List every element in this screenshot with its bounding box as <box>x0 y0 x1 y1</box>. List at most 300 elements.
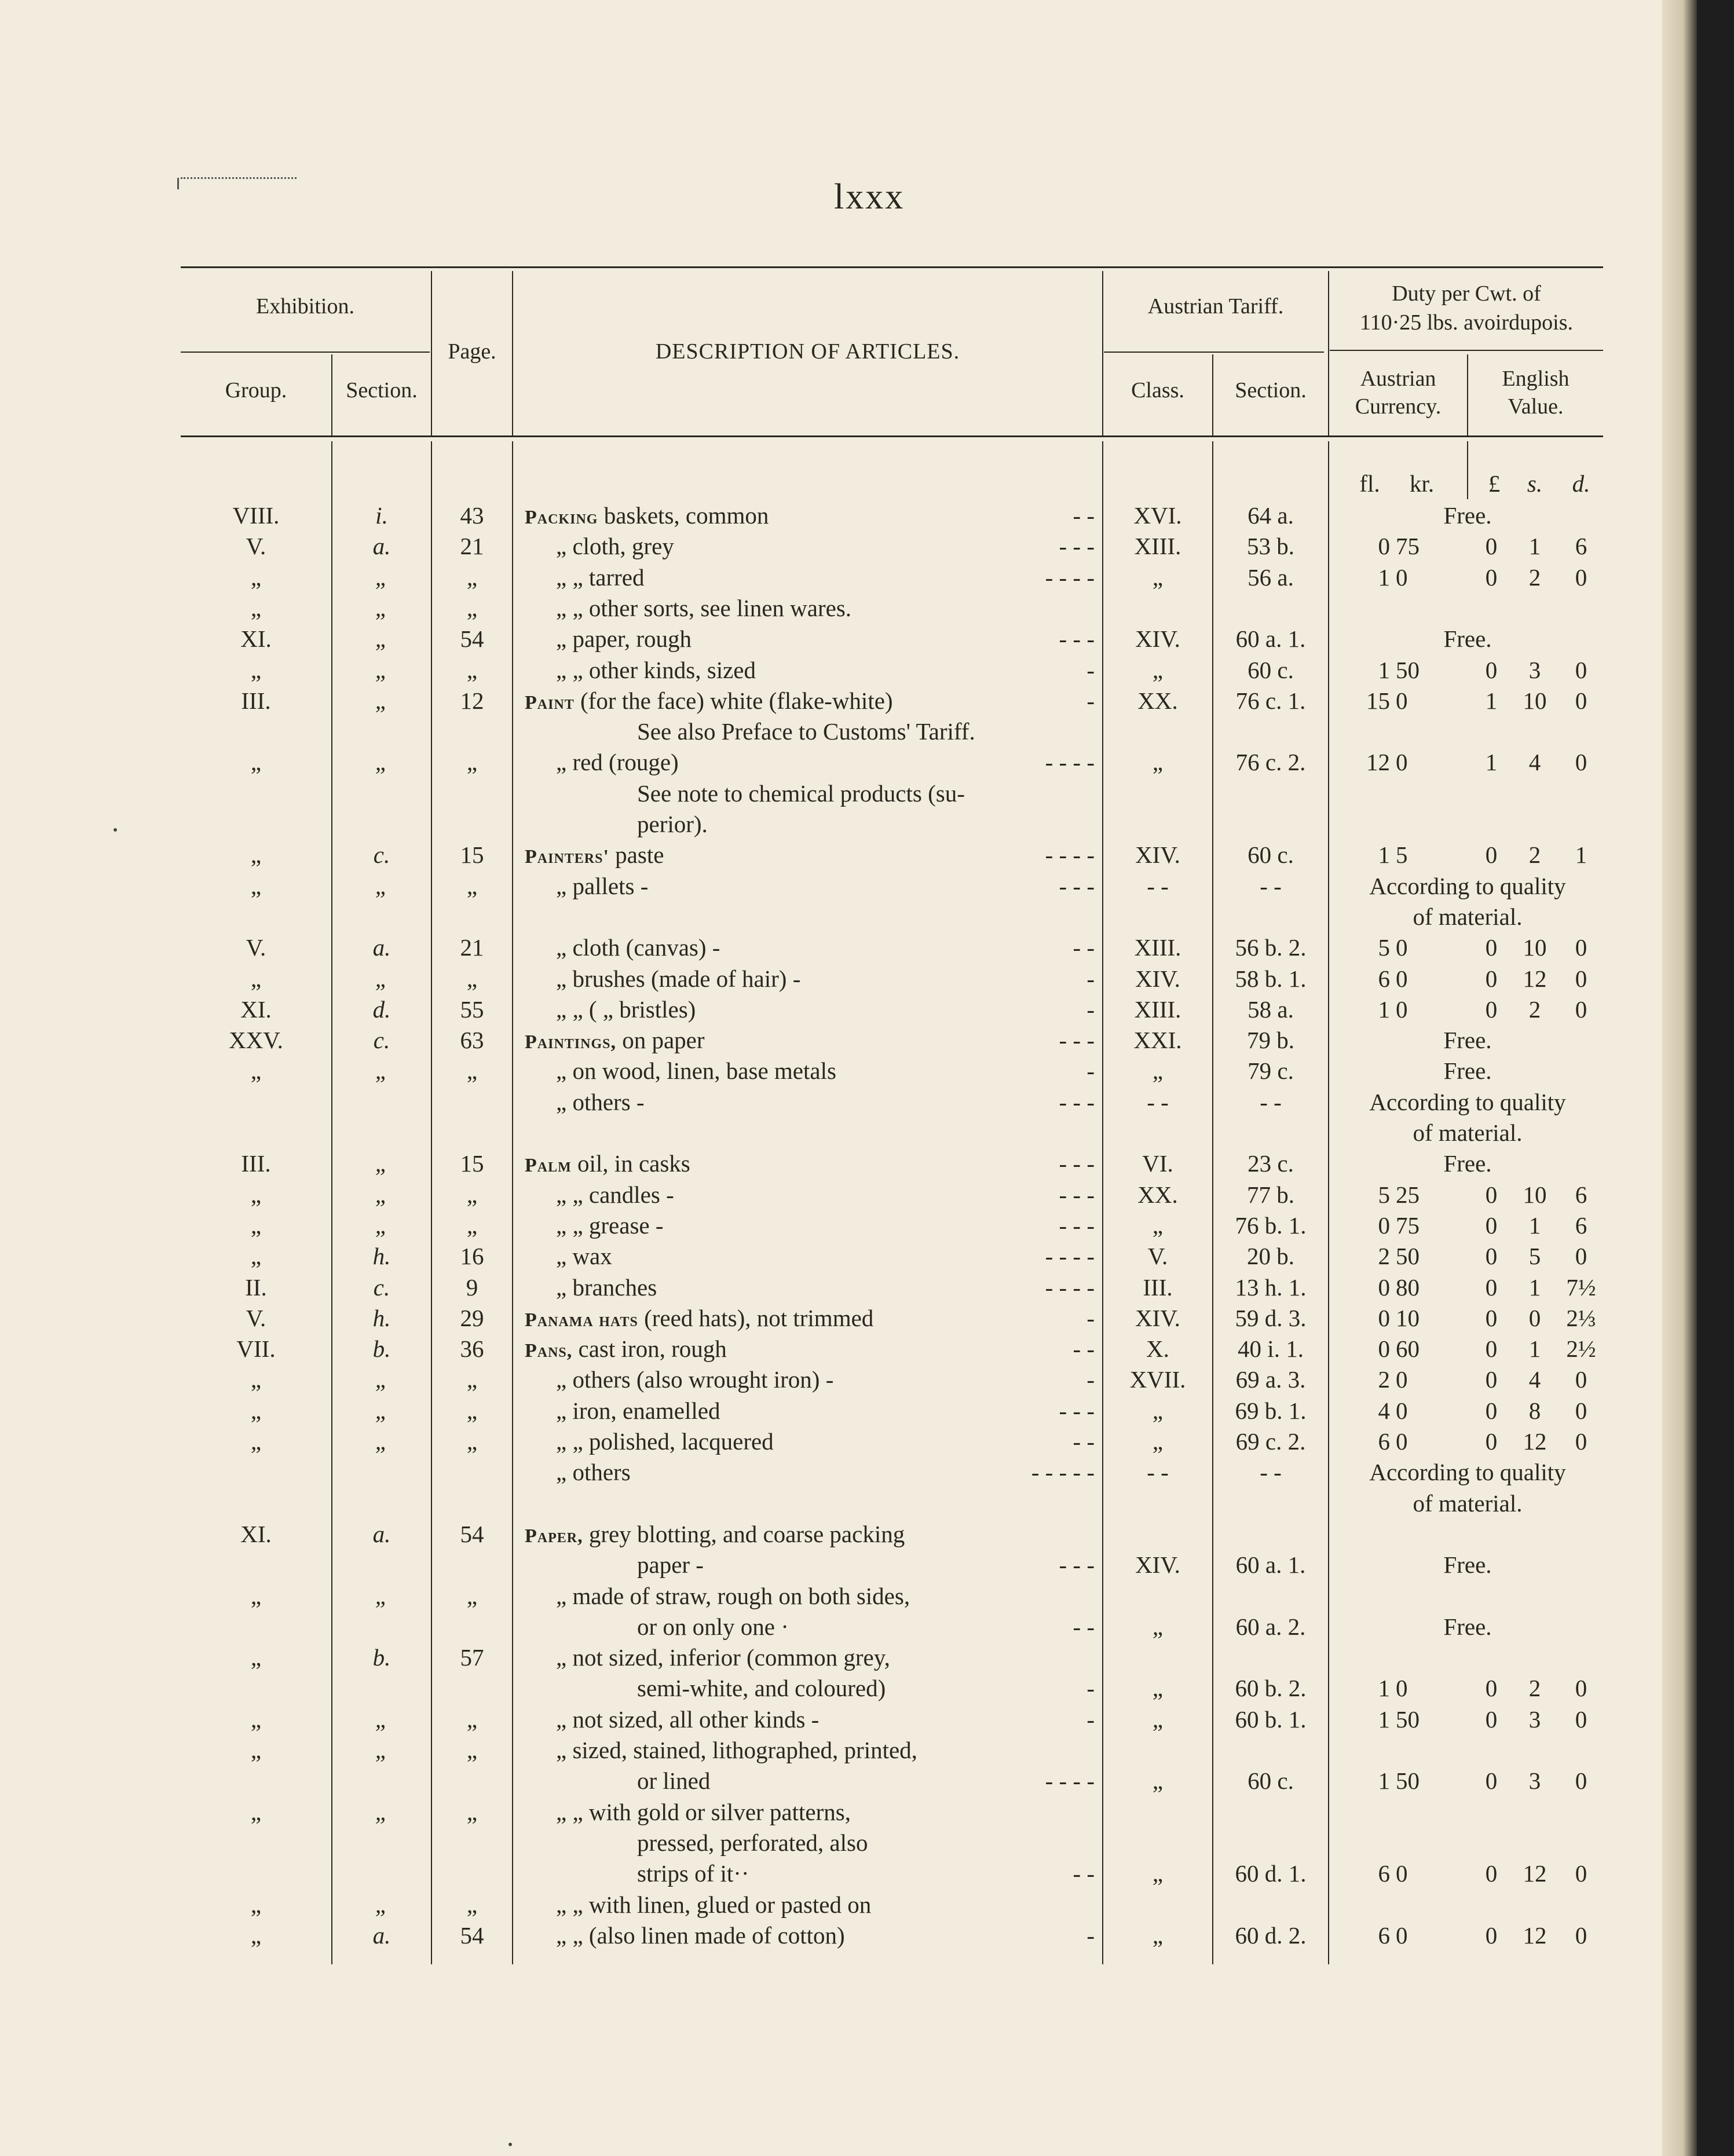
cell-fl: 4 <box>1378 1397 1390 1424</box>
col-rule <box>1102 441 1103 1964</box>
cell-s: 1 <box>1528 1212 1541 1239</box>
entry-headword: Pans, <box>525 1340 573 1361</box>
entry-text: „ „ (also linen made of cotton) <box>556 1922 845 1949</box>
cell-tsec: 76 b. 1. <box>1235 1212 1307 1239</box>
cell-fl: 1 <box>1378 841 1390 868</box>
cell-tsec: - - <box>1260 873 1282 899</box>
cell-page: „ <box>466 1737 478 1763</box>
cell-d: 1 <box>1575 841 1587 868</box>
cell-l: 0 <box>1485 1397 1498 1424</box>
cell-description <box>525 1028 705 1052</box>
cell-tsec: 58 a. <box>1248 996 1294 1023</box>
cell-page: 54 <box>460 1922 484 1949</box>
entry-text: See also Preface to Customs' Tariff. <box>637 718 975 745</box>
cell-d: 0 <box>1575 657 1587 683</box>
entry-text: strips of it·· <box>637 1860 749 1887</box>
cell-tsec: 56 a. <box>1248 564 1294 591</box>
cell-section: a. <box>372 1922 391 1949</box>
exhibition-subrule <box>181 352 430 353</box>
duty-note: Free. <box>1443 502 1492 529</box>
cell-group: „ <box>250 1243 262 1269</box>
austrian-currency-header-1: Austrian <box>1360 367 1436 391</box>
cell-cls: XX. <box>1137 1181 1178 1208</box>
col-rule <box>1328 441 1329 1964</box>
entry-text: „ made of straw, rough on both sides, <box>556 1583 910 1609</box>
cell-cls: - - <box>1147 1089 1169 1115</box>
class-header: Class. <box>1131 378 1184 402</box>
cell-kr: 0 <box>1396 1366 1408 1393</box>
cell-tsec: 76 c. 2. <box>1235 749 1306 775</box>
cell-s: 2 <box>1528 996 1541 1023</box>
unit-pound: £ <box>1488 470 1501 497</box>
entry-text: oil, in casks <box>571 1150 690 1177</box>
cell-description <box>556 998 696 1022</box>
cell-d: 0 <box>1575 1675 1587 1701</box>
entry-text: „ wax <box>556 1243 612 1269</box>
duty-note: According to quality <box>1369 1459 1566 1485</box>
cell-page: 54 <box>460 625 484 652</box>
cell-section: „ <box>375 1057 389 1084</box>
leader-dashes: - <box>1087 657 1095 683</box>
cell-section: „ <box>375 1583 389 1609</box>
entry-text: paper - <box>637 1551 704 1578</box>
cell-d: 2⅓ <box>1566 1305 1596 1331</box>
cell-s: 3 <box>1528 657 1541 683</box>
cell-page: 43 <box>460 502 484 529</box>
cell-kr: 50 <box>1396 1767 1420 1794</box>
cell-group: „ <box>250 1583 262 1609</box>
cell-fl: 1 <box>1378 1767 1390 1794</box>
duty-note: Free. <box>1443 1150 1492 1177</box>
leader-dashes: - <box>1087 1706 1095 1733</box>
cell-description <box>525 689 893 713</box>
cell-description <box>525 1306 873 1330</box>
cell-d: 0 <box>1575 749 1587 775</box>
cell-s: 4 <box>1528 1366 1541 1393</box>
entry-text: baskets, common <box>598 502 769 529</box>
cell-group: „ <box>250 1922 262 1949</box>
cell-group: „ <box>250 965 262 992</box>
cell-description <box>637 1831 868 1855</box>
cell-cls: „ <box>1152 657 1164 683</box>
cell-kr: 0 <box>1396 1397 1408 1424</box>
cell-page: 36 <box>460 1335 484 1362</box>
cell-group: „ <box>250 1644 262 1671</box>
cell-kr: 0 <box>1396 1675 1408 1701</box>
cell-l: 0 <box>1485 996 1498 1023</box>
entry-text: See note to chemical products (su- <box>637 780 965 807</box>
tariff-section-header: Section. <box>1235 378 1307 402</box>
leader-dashes: - - <box>1073 1428 1095 1455</box>
cell-description <box>637 1862 749 1886</box>
cell-kr: 75 <box>1396 533 1420 559</box>
cell-s: 12 <box>1523 1922 1547 1949</box>
cell-cls: XVII. <box>1129 1366 1186 1393</box>
cell-l: 0 <box>1485 564 1498 591</box>
cell-page: „ <box>466 564 478 591</box>
cell-group: „ <box>250 1212 262 1239</box>
cell-description <box>556 1646 890 1670</box>
cell-page: „ <box>466 1706 478 1733</box>
cell-tsec: 20 b. <box>1247 1243 1294 1269</box>
cell-tsec: 60 a. 1. <box>1235 1551 1306 1578</box>
cell-tsec: 76 c. 1. <box>1235 687 1306 714</box>
duty-note: Free. <box>1443 1551 1492 1578</box>
cell-cls: „ <box>1152 564 1164 591</box>
page-header: Page. <box>448 339 496 364</box>
cell-group: XI. <box>240 625 272 652</box>
cell-d: 7½ <box>1566 1274 1596 1301</box>
description-header: DESCRIPTION OF ARTICLES. <box>655 339 960 364</box>
duty-note: Free. <box>1443 1613 1492 1640</box>
cell-description <box>525 1337 727 1361</box>
cell-page: „ <box>466 1057 478 1084</box>
entry-text: or lined <box>637 1767 711 1794</box>
cell-description <box>525 1522 905 1546</box>
cell-d: 0 <box>1575 1706 1587 1733</box>
cell-d: 0 <box>1575 1428 1587 1455</box>
duty-subheader: 110·25 lbs. avoirdupois. <box>1359 310 1573 335</box>
cell-section: a. <box>372 1521 391 1547</box>
cell-description <box>556 1276 657 1300</box>
cell-l: 0 <box>1485 1181 1498 1208</box>
cell-tsec: 69 b. 1. <box>1235 1397 1307 1424</box>
cell-group: „ <box>250 1397 262 1424</box>
cell-group: „ <box>250 1706 262 1733</box>
english-value-header-2: Value. <box>1508 394 1564 419</box>
cell-group: „ <box>250 841 262 868</box>
cell-l: 0 <box>1485 1675 1498 1701</box>
cell-tsec: 79 c. <box>1248 1057 1294 1084</box>
cell-l: 0 <box>1485 1706 1498 1733</box>
leader-dashes: - - - <box>1059 1089 1095 1115</box>
cell-tsec: 60 a. 2. <box>1235 1613 1306 1640</box>
cell-tsec: 23 c. <box>1248 1150 1294 1177</box>
cell-tsec: 60 a. 1. <box>1235 625 1306 652</box>
unit-fl: fl. <box>1359 470 1380 497</box>
entry-text: „ pallets - <box>556 873 649 899</box>
entry-text: semi-white, and coloured) <box>637 1675 886 1701</box>
cell-l: 0 <box>1485 1274 1498 1301</box>
cell-tsec: 79 b. <box>1247 1027 1294 1053</box>
cell-page: 15 <box>460 1150 484 1177</box>
cell-section: „ <box>375 1181 389 1208</box>
cell-page: 54 <box>460 1521 484 1547</box>
cell-description <box>637 1677 886 1700</box>
cell-section: „ <box>375 1891 389 1918</box>
cell-tsec: 60 d. 2. <box>1235 1922 1307 1949</box>
cell-description <box>556 751 679 774</box>
cell-group: „ <box>250 1366 262 1393</box>
cell-fl: 2 <box>1378 1243 1390 1269</box>
cell-section: a. <box>372 533 391 559</box>
cell-cls: - - <box>1147 1459 1169 1485</box>
cell-fl: 1 <box>1378 564 1390 591</box>
leader-dashes: - - - <box>1059 873 1095 899</box>
cell-page: 29 <box>460 1305 484 1331</box>
cell-section: „ <box>375 873 389 899</box>
cell-fl: 0 <box>1378 1274 1390 1301</box>
cell-description <box>556 936 720 960</box>
entry-text: „ paper, rough <box>556 625 692 652</box>
cell-d: 0 <box>1575 1922 1587 1949</box>
cell-cls: „ <box>1152 1428 1164 1455</box>
cell-description <box>556 1460 631 1484</box>
leader-dashes: - - - <box>1059 1150 1095 1177</box>
cell-s: 8 <box>1528 1397 1541 1424</box>
cell-l: 0 <box>1485 1428 1498 1455</box>
leader-dashes: - - <box>1073 1613 1095 1640</box>
entry-headword: Paper, <box>525 1525 583 1547</box>
cell-description <box>637 1553 704 1577</box>
cell-description <box>556 658 756 682</box>
cell-kr: 0 <box>1396 1860 1408 1887</box>
cell-l: 0 <box>1485 841 1498 868</box>
cell-group: „ <box>250 1891 262 1918</box>
cell-section: c. <box>373 841 390 868</box>
cell-description <box>525 504 769 528</box>
cell-l: 0 <box>1485 1922 1498 1949</box>
cell-section: b. <box>372 1335 391 1362</box>
cell-tsec: 60 c. <box>1248 841 1294 868</box>
cell-group: XI. <box>240 1521 272 1547</box>
cell-cls: XIII. <box>1134 996 1181 1023</box>
cell-page: 57 <box>460 1644 484 1671</box>
cell-group: „ <box>250 595 262 621</box>
cell-d: 6 <box>1575 1212 1587 1239</box>
cell-fl: 6 <box>1378 1860 1390 1887</box>
cell-section: c. <box>373 1274 390 1301</box>
cell-page: 9 <box>466 1274 478 1301</box>
cell-cls: XIV. <box>1135 841 1180 868</box>
cell-description <box>637 720 975 744</box>
cell-section: „ <box>375 1428 389 1455</box>
entry-text: „ brushes (made of hair) - <box>556 965 801 992</box>
cell-tsec: 60 d. 1. <box>1235 1860 1307 1887</box>
cell-d: 0 <box>1575 934 1587 961</box>
entry-headword: Packing <box>525 507 598 528</box>
cell-page: 21 <box>460 934 484 961</box>
cell-fl: 5 <box>1378 934 1390 961</box>
cell-d: 0 <box>1575 687 1587 714</box>
cell-tsec: 56 b. 2. <box>1235 934 1307 961</box>
cell-fl: 0 <box>1378 533 1390 559</box>
cell-tsec: 69 c. 2. <box>1235 1428 1306 1455</box>
leader-dashes: - <box>1087 687 1095 714</box>
cell-description <box>556 1708 819 1732</box>
cell-tsec: 77 b. <box>1247 1181 1294 1208</box>
cell-l: 0 <box>1485 934 1498 961</box>
cell-kr: 50 <box>1396 657 1420 683</box>
cell-group: XXV. <box>229 1027 283 1053</box>
cell-fl: 12 <box>1366 749 1390 775</box>
cell-cls: III. <box>1143 1274 1173 1301</box>
cell-cls: XIV. <box>1135 1305 1180 1331</box>
entry-text: or on only one · <box>637 1613 789 1640</box>
cell-tsec: 60 c. <box>1248 1767 1294 1794</box>
cell-description <box>556 1183 674 1207</box>
cell-section: „ <box>375 625 389 652</box>
leader-dashes: - - - - <box>1045 749 1095 775</box>
cell-d: 2½ <box>1566 1335 1596 1362</box>
cell-tsec: 58 b. 1. <box>1235 965 1307 992</box>
cell-page: „ <box>466 657 478 683</box>
cell-s: 2 <box>1528 1675 1541 1701</box>
cell-fl: 1 <box>1378 1706 1390 1733</box>
cell-kr: 25 <box>1396 1181 1420 1208</box>
cell-d: 0 <box>1575 965 1587 992</box>
cell-description <box>556 967 800 991</box>
cell-section: a. <box>372 934 391 961</box>
cell-tsec: 13 h. 1. <box>1235 1274 1307 1301</box>
cell-description <box>556 596 851 620</box>
cell-fl: 6 <box>1378 1428 1390 1455</box>
cell-section: h. <box>372 1305 391 1331</box>
entry-text: „ others - <box>556 1089 645 1115</box>
cell-tsec: 60 b. 2. <box>1235 1675 1307 1701</box>
entry-text: „ iron, enamelled <box>556 1397 720 1424</box>
col-rule <box>1328 271 1329 435</box>
entry-text: grey blotting, and coarse packing <box>583 1521 905 1547</box>
cell-page: „ <box>466 595 478 621</box>
cell-group: VIII. <box>232 502 280 529</box>
cell-cls: „ <box>1152 749 1164 775</box>
cell-description <box>556 627 692 651</box>
cell-cls: XIV. <box>1135 1551 1180 1578</box>
cell-kr: 50 <box>1396 1706 1420 1733</box>
cell-cls: „ <box>1152 1057 1164 1084</box>
cell-d: 0 <box>1575 996 1587 1023</box>
cell-s: 10 <box>1523 934 1547 961</box>
cell-tsec: 64 a. <box>1248 502 1294 529</box>
col-rule <box>1102 271 1103 435</box>
entry-text: „ „ with gold or silver patterns, <box>556 1799 851 1825</box>
entry-text: cast iron, rough <box>572 1335 727 1362</box>
cell-l: 0 <box>1485 1767 1498 1794</box>
entry-text: „ „ with linen, glued or pasted on <box>556 1891 872 1918</box>
leader-dashes: - - <box>1073 1335 1095 1362</box>
cell-group: XI. <box>240 996 272 1023</box>
cell-cls: „ <box>1152 1613 1164 1640</box>
table-top-rule <box>181 266 1603 268</box>
cell-cls: XIII. <box>1134 934 1181 961</box>
leader-dashes: - <box>1087 996 1095 1023</box>
entry-text: „ cloth (canvas) - <box>556 934 720 961</box>
cell-section: „ <box>375 1212 389 1239</box>
cell-page: „ <box>466 1366 478 1393</box>
entry-text: „ others <box>556 1459 631 1485</box>
cell-cls: XVI. <box>1133 502 1182 529</box>
leader-dashes: - - - <box>1059 1212 1095 1239</box>
cell-s: 2 <box>1528 841 1541 868</box>
corner-mark <box>181 177 297 181</box>
cell-tsec: 53 b. <box>1247 533 1294 559</box>
entry-headword: Palm <box>525 1155 572 1176</box>
cell-description <box>556 1244 612 1268</box>
cell-section: d. <box>372 996 391 1023</box>
col-rule <box>512 441 513 1964</box>
entry-text: „ „ candles - <box>556 1181 674 1208</box>
cell-description <box>556 1059 836 1083</box>
entry-text: „ „ polished, lacquered <box>556 1428 774 1455</box>
cell-group: VII. <box>236 1335 276 1362</box>
cell-page: 15 <box>460 841 484 868</box>
cell-description <box>556 1214 664 1238</box>
entry-text: „ not sized, all other kinds - <box>556 1706 820 1733</box>
cell-s: 3 <box>1528 1706 1541 1733</box>
cell-kr: 80 <box>1396 1274 1420 1301</box>
speck <box>509 2143 512 2146</box>
cell-section: „ <box>375 657 389 683</box>
leader-dashes: - - - <box>1059 625 1095 652</box>
entry-text: „ red (rouge) <box>556 749 679 775</box>
cell-tsec: 60 b. 1. <box>1235 1706 1307 1733</box>
cell-s: 4 <box>1528 749 1541 775</box>
entry-text: „ on wood, linen, base metals <box>556 1057 836 1084</box>
cell-description <box>637 782 965 806</box>
cell-cls: XXI. <box>1133 1027 1182 1053</box>
duty-note: of material. <box>1413 1490 1523 1517</box>
cell-l: 0 <box>1485 657 1498 683</box>
leader-dashes: - - - - <box>1045 1243 1095 1269</box>
cell-description <box>556 1368 833 1392</box>
cell-kr: 60 <box>1396 1335 1420 1362</box>
cell-description <box>556 535 674 558</box>
cell-page: „ <box>466 1397 478 1424</box>
cell-l: 0 <box>1485 1860 1498 1887</box>
page-gutter <box>1662 0 1697 2156</box>
leader-dashes: - - - - <box>1045 841 1095 868</box>
austrian-tariff-header: Austrian Tariff. <box>1147 294 1284 319</box>
cell-d: 0 <box>1575 564 1587 591</box>
cell-fl: 0 <box>1378 1305 1390 1331</box>
entry-text: on paper <box>616 1027 705 1053</box>
cell-description <box>637 1769 710 1793</box>
cell-cls: „ <box>1152 1397 1164 1424</box>
cell-cls: XIV. <box>1135 625 1180 652</box>
entry-text: „ not sized, inferior (common grey, <box>556 1644 890 1671</box>
entry-text: pressed, perforated, also <box>637 1829 868 1856</box>
cell-s: 5 <box>1528 1243 1541 1269</box>
leader-dashes: - - - <box>1059 1027 1095 1053</box>
cell-l: 0 <box>1485 1243 1498 1269</box>
cell-description <box>525 843 664 867</box>
cell-group: V. <box>246 934 266 961</box>
cell-cls: „ <box>1152 1922 1164 1949</box>
cell-section: „ <box>375 595 389 621</box>
cell-l: 0 <box>1485 1305 1498 1331</box>
leader-dashes: - - <box>1073 1860 1095 1887</box>
leader-dashes: - <box>1087 1057 1095 1084</box>
entry-text: „ „ other sorts, see linen wares. <box>556 595 852 621</box>
cell-group: „ <box>250 1799 262 1825</box>
cell-section: „ <box>375 564 389 591</box>
cell-l: 0 <box>1485 1366 1498 1393</box>
leader-dashes: - - - - <box>1045 1767 1095 1794</box>
duty-header: Duty per Cwt. of <box>1392 281 1541 306</box>
duty-note: of material. <box>1413 1119 1523 1146</box>
cell-group: „ <box>250 749 262 775</box>
cell-tsec: 40 i. 1. <box>1238 1335 1304 1362</box>
cell-description <box>556 1924 845 1948</box>
cell-page: „ <box>466 1799 478 1825</box>
cell-cls: „ <box>1152 1767 1164 1794</box>
leader-dashes: - <box>1087 1305 1095 1331</box>
cell-s: 3 <box>1528 1767 1541 1794</box>
leader-dashes: - - - - <box>1045 564 1095 591</box>
cell-s: 1 <box>1528 533 1541 559</box>
cell-group: „ <box>250 564 262 591</box>
